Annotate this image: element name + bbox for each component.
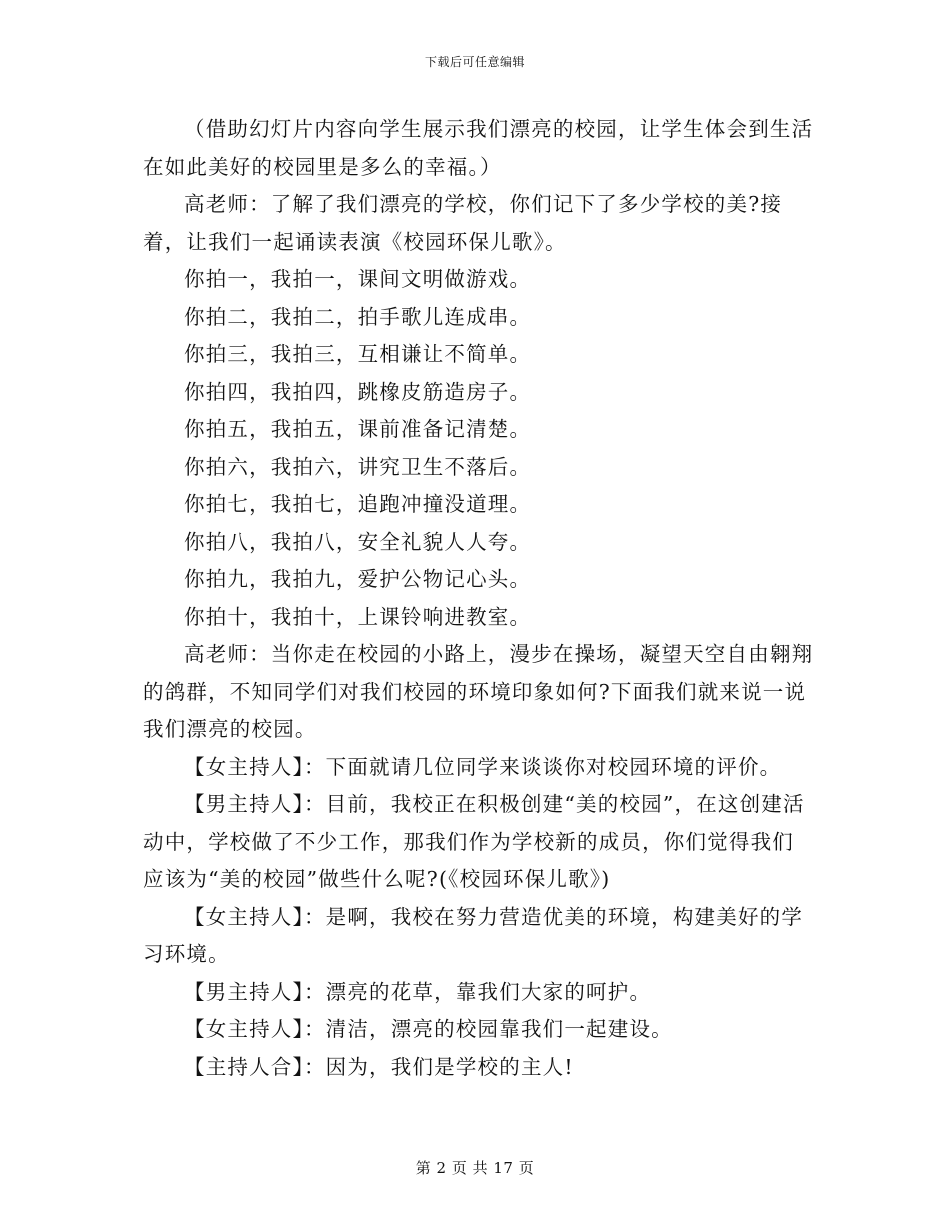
rhyme-line-8: 你拍八，我拍八，安全礼貌人人夸。 — [184, 529, 532, 554]
paragraph-male-host-1: 【男主持人】：目前，我校正在积极创建“美的校园”，在这创建活动中，学校做了不少工作，那我们作为学校新的成员，你们觉得我们应该为“美的校园”做些什么呢?(《校园环保儿歌》) — [143, 792, 805, 891]
paragraph-female-host-3: 【女主持人】：清洁，漂亮的校园靠我们一起建设。 — [184, 1017, 673, 1041]
page-number: 第 2 页 共 17 页 — [415, 1159, 535, 1177]
rhyme-line-3: 你拍三，我拍三，互相谦让不简单。 — [184, 342, 532, 366]
paragraph-teacher-intro: 高老师：了解了我们漂亮的学校，你们记下了多少学校的美?接着，让我们一起诵读表演《校园环保儿歌》。 — [143, 192, 783, 254]
rhyme-line-10: 你拍十，我拍十，上课铃响进教室。 — [184, 604, 532, 629]
rhyme-line-9: 你拍九，我拍九，爱护公物记心头。 — [184, 567, 532, 591]
paragraph-female-host-1: 【女主持人】：下面就请几位同学来谈谈你对校园环境的评价。 — [184, 754, 782, 779]
rhyme-line-1: 你拍一，我拍一，课间文明做游戏。 — [184, 267, 532, 291]
rhyme-line-2: 你拍二，我拍二，拍手歌儿连成串。 — [184, 304, 532, 329]
paragraph-male-host-2: 【男主持人】：漂亮的花草，靠我们大家的呵护。 — [184, 979, 652, 1004]
document-body — [143, 111, 815, 1086]
paragraph-teacher-campus: 高老师：当你走在校园的小路上，漫步在操场，凝望天空自由翱翔的鸽群，不知同学们对我们校园的环境印象如何?下面我们就来说一说我们漂亮的校园。 — [143, 642, 814, 741]
paragraph-slide-intro: （借助幻灯片内容向学生展示我们漂亮的校园，让学生体会到生活在如此美好的校园里是多么的幸福。） — [143, 117, 814, 179]
paragraph-hosts-together: 【主持人合】：因为，我们是学校的主人! — [184, 1054, 574, 1079]
rhyme-line-5: 你拍五，我拍五，课前准备记清楚。 — [184, 417, 532, 441]
rhyme-line-7: 你拍七，我拍七，追跑冲撞没道理。 — [184, 492, 532, 516]
page-header: 下载后可任意编辑 — [424, 55, 525, 69]
rhyme-line-6: 你拍六，我拍六，讲究卫生不落后。 — [184, 454, 532, 479]
rhyme-line-4: 你拍四，我拍四，跳橡皮筋造房子。 — [184, 379, 532, 404]
paragraph-female-host-2: 【女主持人】：是啊，我校在努力营造优美的环境，构建美好的学习环境。 — [143, 904, 804, 966]
